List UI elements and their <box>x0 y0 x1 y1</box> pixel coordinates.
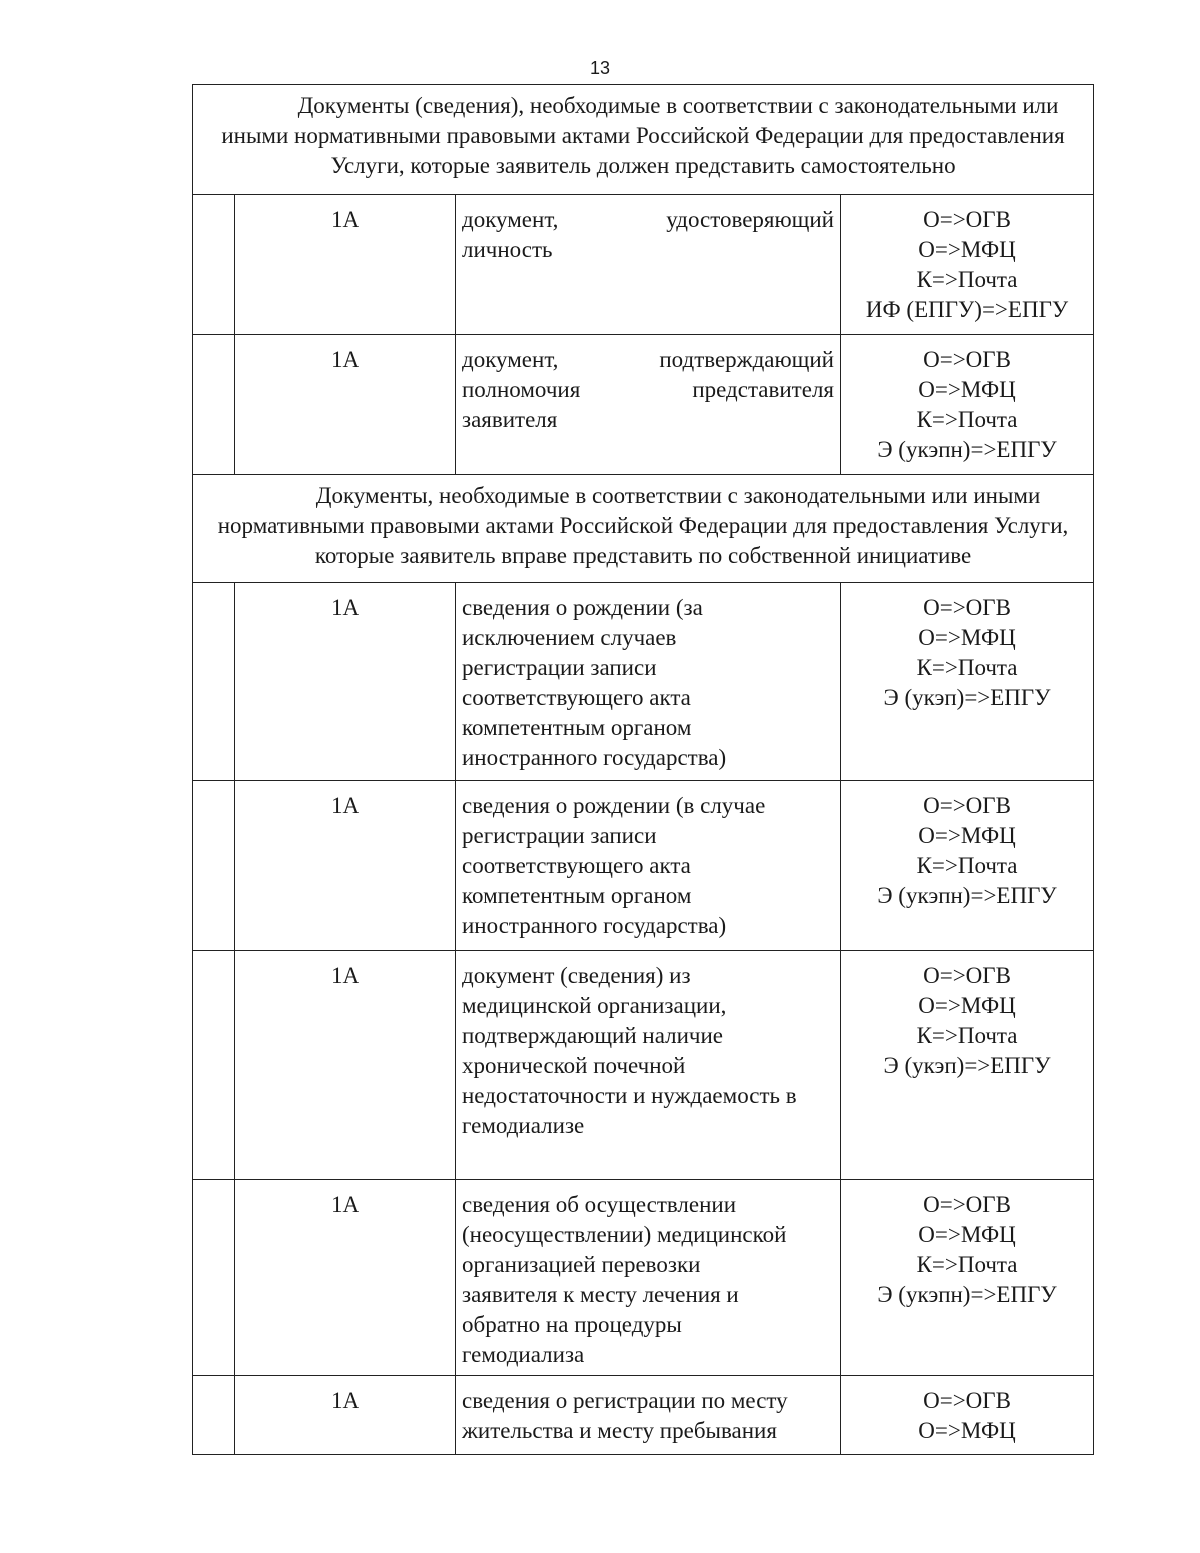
document-name-line: компетентным органом <box>462 715 692 740</box>
document-name-line: полномочия представителя <box>462 377 834 402</box>
section-header-row <box>193 475 1094 583</box>
row-number-cell <box>193 951 235 1180</box>
row-number-cell <box>193 1180 235 1376</box>
document-name <box>456 781 841 951</box>
document-name <box>456 1376 841 1455</box>
submission-method: О=>МФЦ <box>918 377 1016 402</box>
document-name-line: обратно на процедуры <box>462 1312 682 1337</box>
document-name-line: соответствующего акта <box>462 853 691 878</box>
submission-method: Э (укэп)=>ЕПГУ <box>883 1053 1051 1078</box>
page-number: 13 <box>589 58 611 78</box>
table-row <box>193 195 1094 335</box>
document-name-line: исключением случаев <box>462 625 677 650</box>
section-title <box>193 85 1094 195</box>
submission-methods <box>841 195 1094 335</box>
submission-methods <box>841 1180 1094 1376</box>
submission-methods <box>841 951 1094 1180</box>
document-name <box>456 583 841 781</box>
section-title-text: Документы, необходимые в соответствии с законодательными или иными нормативными правовыми актами Российской Федерации для предоставления Услуги, которые заявитель вправе представить по собственной инициативе <box>217 483 1069 568</box>
document-code: 1А <box>235 335 456 475</box>
document-name <box>456 335 841 475</box>
submission-methods <box>841 335 1094 475</box>
document-name <box>456 951 841 1180</box>
row-number-cell <box>193 1376 235 1455</box>
submission-methods <box>841 1376 1094 1455</box>
document-name-line: сведения о регистрации по месту <box>462 1388 788 1413</box>
submission-method: К=>Почта <box>916 1252 1018 1277</box>
submission-method: О=>ОГВ <box>923 595 1011 620</box>
submission-method: Э (укэп)=>ЕПГУ <box>883 685 1051 710</box>
row-number-cell <box>193 781 235 951</box>
table-row <box>193 1376 1094 1455</box>
submission-method: О=>ОГВ <box>923 1388 1011 1413</box>
submission-method: О=>МФЦ <box>918 237 1016 262</box>
document-name-line: подтверждающий наличие <box>462 1023 723 1048</box>
document-name <box>456 195 841 335</box>
document-name-line: гемодиализе <box>462 1113 585 1138</box>
submission-method: Э (укэпн)=>ЕПГУ <box>877 437 1057 462</box>
submission-method: О=>МФЦ <box>918 1418 1016 1443</box>
submission-method: К=>Почта <box>916 655 1018 680</box>
document-name-line: документ, удостоверяющий <box>462 207 834 232</box>
document-name-line: иностранного государства) <box>462 913 727 938</box>
documents-table <box>192 84 1094 1455</box>
submission-method: Э (укэпн)=>ЕПГУ <box>877 883 1057 908</box>
document-code: 1А <box>235 1180 456 1376</box>
document-name-line: регистрации записи <box>462 655 657 680</box>
document-name-line: регистрации записи <box>462 823 657 848</box>
row-number-cell <box>193 195 235 335</box>
submission-methods <box>841 583 1094 781</box>
document-name-line: медицинской организации, <box>462 993 727 1018</box>
submission-method: К=>Почта <box>916 407 1018 432</box>
submission-method: О=>ОГВ <box>923 1192 1011 1217</box>
table-row <box>193 335 1094 475</box>
document-name-line: жительства и месту пребывания <box>462 1418 777 1443</box>
submission-method: О=>ОГВ <box>923 793 1011 818</box>
section-header-row <box>193 85 1094 195</box>
submission-methods <box>841 781 1094 951</box>
document-name-line: заявителя к месту лечения и <box>462 1282 739 1307</box>
table-row <box>193 1180 1094 1376</box>
document-name-line: (неосуществлении) медицинской <box>462 1222 787 1247</box>
document-name-line: заявителя <box>462 407 558 432</box>
section-title-text: Документы (сведения), необходимые в соответствии с законодательными или иными нормативными правовыми актами Российской Федерации для предоставления Услуги, которые заявитель должен представить самостоятельно <box>221 93 1065 178</box>
document-name-line: сведения о рождении (в случае <box>462 793 766 818</box>
document-name-line: личность <box>462 237 553 262</box>
submission-method: О=>ОГВ <box>923 347 1011 372</box>
submission-method: К=>Почта <box>916 267 1018 292</box>
document-name-line: документ (сведения) из <box>462 963 691 988</box>
document-name-line: сведения об осуществлении <box>462 1192 737 1217</box>
table-row <box>193 781 1094 951</box>
document-name-line: недостаточности и нуждаемость в <box>462 1083 797 1108</box>
document-name-line: сведения о рождении (за <box>462 595 703 620</box>
document-name-line: организацией перевозки <box>462 1252 701 1277</box>
document-code: 1А <box>235 951 456 1180</box>
submission-method: О=>МФЦ <box>918 823 1016 848</box>
document-name <box>456 1180 841 1376</box>
row-number-cell <box>193 583 235 781</box>
document-code: 1А <box>235 583 456 781</box>
table-row <box>193 583 1094 781</box>
table-row <box>193 951 1094 1180</box>
submission-method: О=>ОГВ <box>923 207 1011 232</box>
document-code: 1А <box>235 195 456 335</box>
document-name-line: хронической почечной <box>462 1053 686 1078</box>
submission-method: О=>МФЦ <box>918 625 1016 650</box>
section-title <box>193 475 1094 583</box>
document-name-line: гемодиализа <box>462 1342 585 1367</box>
submission-method: К=>Почта <box>916 853 1018 878</box>
submission-method: Э (укэпн)=>ЕПГУ <box>877 1282 1057 1307</box>
submission-method: О=>МФЦ <box>918 993 1016 1018</box>
submission-method: К=>Почта <box>916 1023 1018 1048</box>
document-name-line: компетентным органом <box>462 883 692 908</box>
document-name-line: соответствующего акта <box>462 685 691 710</box>
document-code: 1А <box>235 781 456 951</box>
document-name-line: иностранного государства) <box>462 745 727 770</box>
submission-method: О=>ОГВ <box>923 963 1011 988</box>
document-name-line: документ, подтверждающий <box>462 347 834 372</box>
submission-method: О=>МФЦ <box>918 1222 1016 1247</box>
document-code: 1А <box>235 1376 456 1455</box>
row-number-cell <box>193 335 235 475</box>
submission-method: ИФ (ЕПГУ)=>ЕПГУ <box>865 297 1069 322</box>
